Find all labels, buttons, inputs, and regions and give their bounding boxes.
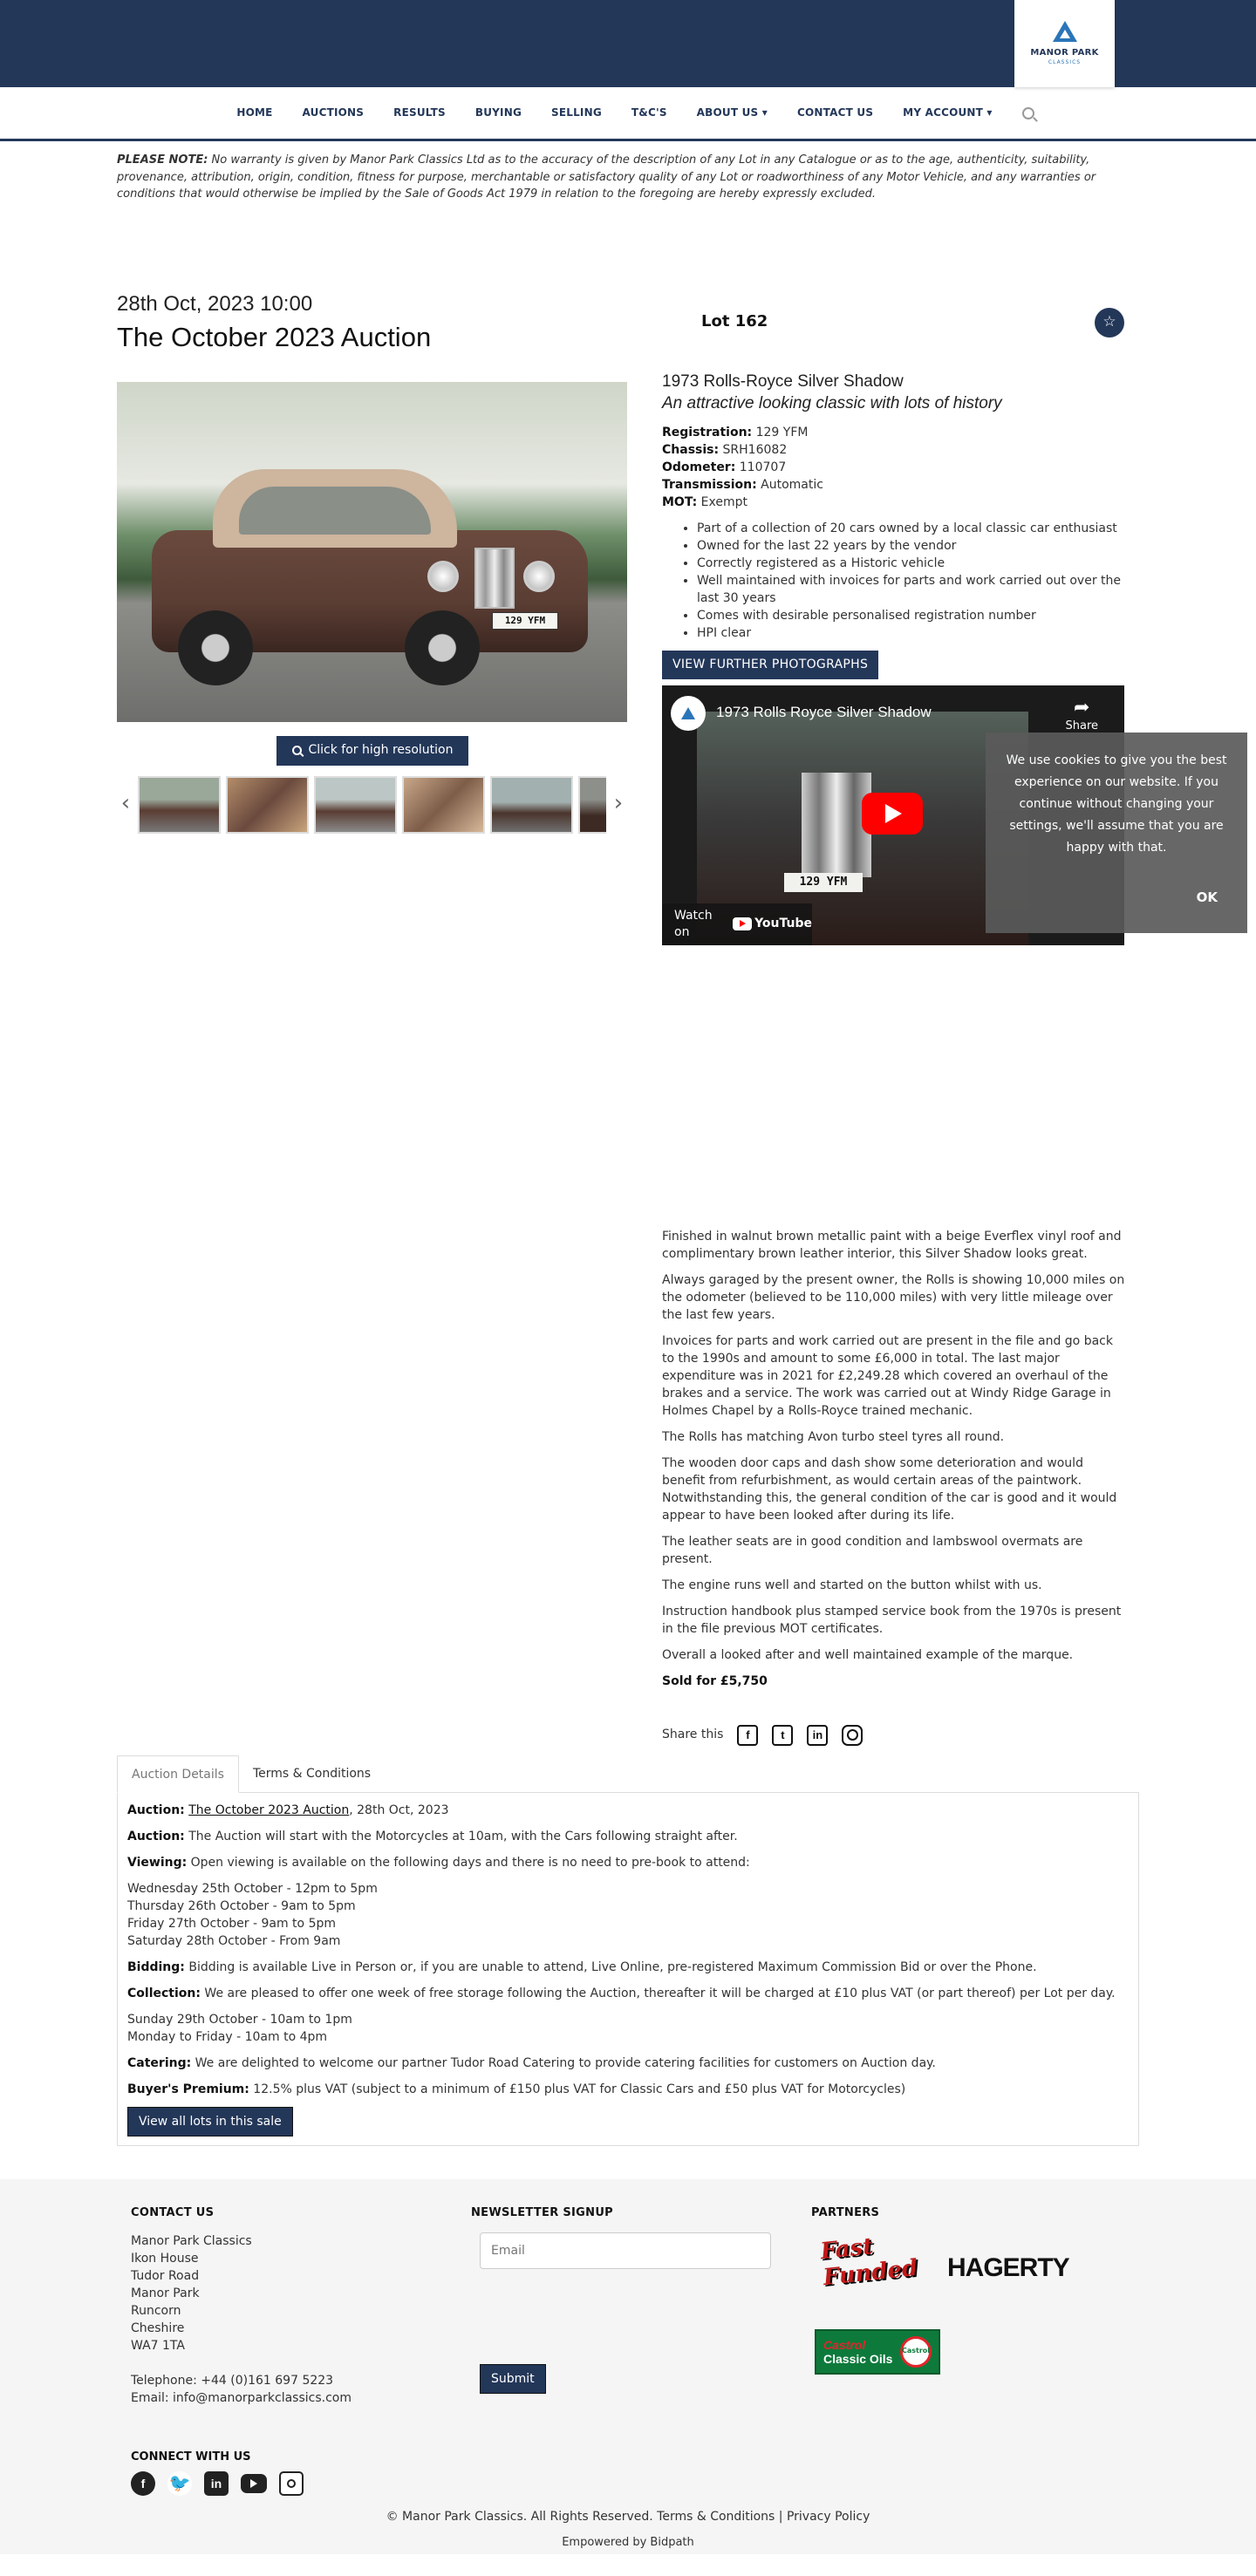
viewing-day: Wednesday 25th October - 12pm to 5pm	[127, 1881, 378, 1896]
instagram-lens	[287, 2479, 296, 2488]
spec-value: Exempt	[697, 494, 747, 509]
cookie-ok-button[interactable]: OK	[1196, 889, 1218, 905]
car-wheel	[405, 610, 480, 685]
tab-list	[117, 1755, 1139, 1793]
description-paragraph: The engine runs well and started on the button whilst with us.	[662, 1578, 1042, 1592]
auction-date: 28th Oct, 2023 10:00	[117, 291, 313, 316]
spec-mot	[662, 494, 1129, 511]
nav-my-account[interactable]: MY ACCOUNT ▾	[903, 106, 993, 119]
watch-on-label: Watch on	[674, 908, 713, 939]
linkedin-icon[interactable]: in	[807, 1725, 828, 1746]
footer-partners	[811, 2205, 1099, 2397]
description-paragraph: Instruction handbook plus stamped service book from the 1970s is present in the file previous MOT certificates.	[662, 1604, 1122, 1636]
collection-days	[127, 2011, 1129, 2046]
spec-value: SRH16082	[719, 442, 788, 457]
car-number-plate: 129 YFM	[492, 612, 558, 630]
lot-highlights	[697, 520, 1129, 642]
list-item: • Correctly registered as a Historic vehicle	[697, 555, 1129, 572]
field-label: Viewing:	[127, 1855, 188, 1870]
lot-details	[662, 371, 1129, 679]
magnifier-icon	[292, 746, 302, 755]
lot-number: Lot 162	[701, 311, 768, 331]
car-headlamp	[523, 561, 555, 592]
high-resolution-label: Click for high resolution	[308, 743, 454, 758]
field-text: We are pleased to offer one week of free storage following the Auction, thereafter it will be charged at £10 plus VAT (or part thereof) per Lot per day.	[200, 1986, 1116, 2000]
auction-link[interactable]: The October 2023 Auction	[188, 1803, 350, 1817]
facebook-icon[interactable]: f	[131, 2471, 155, 2496]
nav-selling[interactable]: SELLING	[551, 106, 602, 119]
catering-line	[127, 2055, 1129, 2072]
spec-label: MOT:	[662, 494, 698, 509]
description-paragraph: Invoices for parts and work carried out are present in the file and go back to the 1990s and amount to some £6,000 in total. The last major expenditure was in 2021 for £2,249.28 which covered an overhaul of the brakes and a service. The work was carried out at Windy Ridge Garage in Holmes Chapel by a Rolls-Royce trained mechanic.	[662, 1333, 1113, 1418]
spec-label: Chassis:	[662, 442, 720, 457]
thumbnail[interactable]	[578, 776, 606, 834]
address-line: Manor Park Classics	[131, 2234, 252, 2249]
viewing-day: Thursday 26th October - 9am to 5pm	[127, 1898, 356, 1913]
telephone[interactable]: Telephone: +44 (0)161 697 5223	[131, 2374, 334, 2389]
nav-auctions[interactable]: AUCTIONS	[302, 106, 365, 119]
auction-info-tabs	[117, 1755, 1139, 2146]
address-line: Runcorn	[131, 2304, 181, 2319]
search-icon[interactable]	[1022, 107, 1034, 119]
email-link[interactable]: Email: info@manorparkclassics.com	[131, 2391, 352, 2406]
nav-terms[interactable]: T&C'S	[631, 106, 667, 119]
field-text: The Auction will start with the Motorcycles at 10am, with the Cars following straight after.	[184, 1829, 738, 1843]
spec-chassis	[662, 441, 1129, 459]
nav-buying[interactable]: BUYING	[474, 106, 522, 119]
spec-value: 110707	[735, 460, 787, 474]
nav-about-us[interactable]: ABOUT US ▾	[696, 106, 768, 119]
nav-results[interactable]: RESULTS	[393, 106, 446, 119]
footer-privacy-link[interactable]: Privacy Policy	[786, 2509, 870, 2524]
newsletter-email-input[interactable]	[480, 2232, 771, 2269]
car-headlamp	[427, 561, 459, 592]
description-paragraph: Finished in walnut brown metallic paint with a beige Everflex vinyl roof and complimentary brown leather interior, this Silver Shadow looks great.	[662, 1229, 1122, 1261]
facebook-icon[interactable]: f	[737, 1725, 758, 1746]
fast-funded-logo[interactable]	[819, 2232, 926, 2303]
footer-connect	[131, 2450, 304, 2497]
collection-day: Sunday 29th October - 10am to 1pm	[127, 2012, 352, 2027]
description-paragraph: The Rolls has matching Avon turbo steel tyres all round.	[662, 1429, 1005, 1444]
field-label: Collection:	[127, 1986, 201, 2000]
list-item: • Part of a collection of 20 cars owned by a local classic car enthusiast	[697, 520, 1129, 537]
youtube-logo	[733, 916, 812, 932]
youtube-label: YouTube	[754, 917, 812, 931]
viewing-day: Saturday 28th October - From 9am	[127, 1933, 341, 1948]
auction-title: The October 2023 Auction	[117, 321, 432, 352]
notice-text: No warranty is given by Manor Park Classics Ltd as to the accuracy of the description of any Lot in any Catalogue or as to the age, authenticity, suitability, provenance, attribution, origin, condition, fitness for purpose, merchantable or satisfactory quality of any Lot or roadworthiness of any Motor Vehicle, and any warranties or conditions that would otherwise be implied by the Sale of Goods Act 1979 in relation to the foregoing are hereby expressly excluded.	[117, 153, 1096, 201]
thumbnail-carousel	[117, 776, 627, 834]
warranty-notice	[117, 152, 1139, 203]
premium-line	[127, 2081, 1129, 2098]
castrol-sub: Classic Oils	[823, 2351, 893, 2366]
linkedin-icon[interactable]: in	[204, 2471, 229, 2496]
address	[131, 2232, 352, 2407]
car-window-shape	[239, 487, 431, 535]
hagerty-logo[interactable]: HAGERTY	[947, 2252, 1069, 2282]
description-paragraph: Overall a looked after and well maintained example of the marque.	[662, 1647, 1074, 1662]
spec-value: 129 YFM	[752, 425, 809, 440]
thumbnail[interactable]	[490, 776, 573, 834]
footer-terms-link[interactable]: Terms & Conditions	[657, 2509, 775, 2524]
view-all-lots-button[interactable]: View all lots in this sale	[127, 2107, 293, 2136]
field-text: Open viewing is available on the following days and there is no need to pre-book to attend:	[187, 1855, 750, 1870]
footer-heading: CONNECT WITH US	[131, 2450, 251, 2464]
lot-main	[117, 290, 1139, 1755]
viewing-line	[127, 1854, 1129, 1871]
footer-heading: CONTACT US	[131, 2205, 215, 2219]
address-line: Ikon House	[131, 2252, 199, 2266]
spec-registration	[662, 424, 1129, 441]
tab-terms-conditions[interactable]: Terms & Conditions	[252, 1766, 372, 1781]
cookie-text: We use cookies to give you the best experience on our website. If you continue without changing your settings, we'll assume that you are happy with that.	[1006, 753, 1227, 855]
view-further-photos-button[interactable]: VIEW FURTHER PHOTOGRAPHS	[662, 651, 878, 679]
description-paragraph: The wooden door caps and dash show some deterioration and would benefit from refurbishment, as would certain areas of the paintwork. Notwithstanding this, the general condition of the car is good and it would appear to have been looked after during its life.	[662, 1455, 1117, 1523]
list-item: • Comes with desirable personalised registration number	[697, 607, 1129, 624]
site-header	[0, 0, 1256, 141]
logo-name: MANOR PARK	[1030, 48, 1099, 58]
address-line: Cheshire	[131, 2321, 185, 2336]
high-resolution-button[interactable]	[276, 736, 468, 766]
field-text: Bidding is available Live in Person or, if you are unable to attend, Live Online, pre-registered Maximum Commission Bid or over the Phone.	[184, 1959, 1037, 1974]
logo-sub: CLASSICS	[1048, 58, 1082, 65]
twitter-icon[interactable]: t	[772, 1725, 793, 1746]
powered-by[interactable]: Empowered by Bidpath	[562, 2535, 694, 2549]
connect-icons	[131, 2471, 304, 2496]
spec-label: Odometer:	[662, 460, 736, 474]
sold-price: Sold for £5,750	[662, 1673, 768, 1688]
castrol-badge-icon: Castrol	[900, 2336, 932, 2368]
channel-logo-icon	[681, 707, 695, 719]
thumbnail[interactable]	[402, 776, 485, 834]
viewing-day: Friday 27th October - 9am to 5pm	[127, 1916, 336, 1931]
castrol-classic-oils-logo[interactable]	[815, 2329, 940, 2375]
car-grille-shape	[474, 548, 515, 609]
description-paragraph: Always garaged by the present owner, the Rolls is showing 10,000 miles on the odometer (believed to be 110,000 miles) with very little mileage over the last few years.	[662, 1272, 1125, 1322]
logo-triangle-icon	[1053, 21, 1077, 42]
nav-home[interactable]: HOME	[236, 106, 273, 119]
viewing-days	[127, 1880, 1129, 1950]
chevron-right-icon[interactable]: ›	[613, 789, 624, 816]
instagram-icon[interactable]	[279, 2471, 304, 2496]
site-logo[interactable]	[1014, 0, 1115, 87]
main-photo[interactable]	[117, 382, 627, 722]
copyright-text: © Manor Park Classics. All Rights Reserved.	[386, 2509, 653, 2524]
auction-line	[127, 1802, 1129, 1819]
thumbnail[interactable]	[226, 776, 309, 834]
video-grille-shape	[802, 773, 871, 877]
thumbnail[interactable]	[138, 776, 221, 834]
spec-odometer	[662, 459, 1129, 476]
watch-on-youtube-button[interactable]	[662, 903, 812, 945]
top-bar	[0, 0, 1256, 87]
video-title[interactable]: 1973 Rolls Royce Silver Shadow	[716, 704, 932, 721]
nav-contact-us[interactable]: CONTACT US	[797, 106, 874, 119]
list-item: • Owned for the last 22 years by the vendor	[697, 537, 1129, 555]
lot-name: 1973 Rolls-Royce Silver Shadow	[662, 371, 904, 391]
video-plate: 129 YFM	[784, 873, 863, 892]
car-wheel	[178, 610, 253, 685]
footer-newsletter	[471, 2205, 785, 2397]
address-line: WA7 1TA	[131, 2339, 185, 2354]
spec-transmission	[662, 476, 1129, 494]
castrol-text	[823, 2338, 892, 2366]
spec-value: Automatic	[756, 477, 823, 492]
site-footer	[0, 2179, 1256, 2554]
footer-heading: NEWSLETTER SIGNUP	[471, 2205, 614, 2219]
chevron-left-icon[interactable]: ‹	[120, 789, 131, 816]
auction-date-text: , 28th Oct, 2023	[349, 1803, 449, 1817]
field-label: Auction:	[127, 1829, 185, 1843]
twitter-icon[interactable]: 🐦	[167, 2471, 192, 2496]
footer-contact	[131, 2205, 352, 2408]
copyright-line: © Manor Park Classics. All Rights Reserved. Terms & Conditions | Privacy Policy	[386, 2509, 870, 2524]
description-paragraph: The leather seats are in good condition and lambswool overmats are present.	[662, 1534, 1083, 1566]
channel-avatar[interactable]	[671, 696, 706, 731]
thumbnail-strip	[138, 776, 606, 834]
cookie-banner	[986, 733, 1247, 933]
castrol-name: Castrol	[823, 2337, 866, 2352]
list-item: • Well maintained with invoices for parts and work carried out over the last 30 years	[697, 572, 1129, 607]
auction-details-panel	[117, 1792, 1139, 2146]
field-text: 12.5% plus VAT (subject to a minimum of £150 plus VAT for Classic Cars and £50 plus VAT for Motorcycles)	[249, 2082, 906, 2096]
main-nav	[0, 87, 1256, 141]
address-line: Tudor Road	[131, 2269, 200, 2284]
star-icon: ☆	[1102, 313, 1116, 331]
auction-start-line	[127, 1828, 1129, 1845]
footer-heading: PARTNERS	[811, 2205, 880, 2219]
newsletter-submit-button[interactable]: Submit	[480, 2364, 546, 2395]
instagram-icon[interactable]	[842, 1725, 863, 1746]
youtube-icon	[733, 917, 752, 930]
fast-funded-text: Fast Funded	[819, 2232, 919, 2291]
field-label: Catering:	[127, 2055, 192, 2070]
lot-description	[662, 1228, 1129, 1699]
field-label: Bidding:	[127, 1959, 185, 1974]
play-button[interactable]	[862, 793, 923, 835]
collection-line	[127, 1985, 1129, 2002]
watch-lot-button[interactable]	[1095, 308, 1124, 337]
list-item: • HPI clear	[697, 624, 1129, 642]
share-this-label: Share this	[662, 1728, 724, 1742]
share-arrow-icon: ➦	[1074, 696, 1090, 719]
tab-auction-details[interactable]: Auction Details	[117, 1755, 239, 1793]
field-label: Auction:	[127, 1803, 185, 1817]
spec-label: Registration:	[662, 425, 753, 440]
address-line: Manor Park	[131, 2286, 200, 2301]
collection-day: Monday to Friday - 10am to 4pm	[127, 2029, 328, 2044]
share-label: Share	[1065, 719, 1098, 733]
notice-label: PLEASE NOTE:	[117, 153, 208, 167]
field-label: Buyer's Premium:	[127, 2082, 249, 2096]
field-text: We are delighted to welcome our partner Tudor Road Catering to provide catering facilities for customers on Auction day.	[191, 2055, 936, 2070]
video-header	[671, 696, 932, 731]
bidding-line	[127, 1959, 1129, 1976]
spec-label: Transmission:	[662, 477, 757, 492]
thumbnail[interactable]	[314, 776, 397, 834]
youtube-icon[interactable]	[241, 2474, 267, 2493]
share-row	[662, 1725, 863, 1746]
lot-tagline: An attractive looking classic with lots of history	[662, 394, 1002, 413]
video-share-button[interactable]	[1065, 698, 1098, 734]
